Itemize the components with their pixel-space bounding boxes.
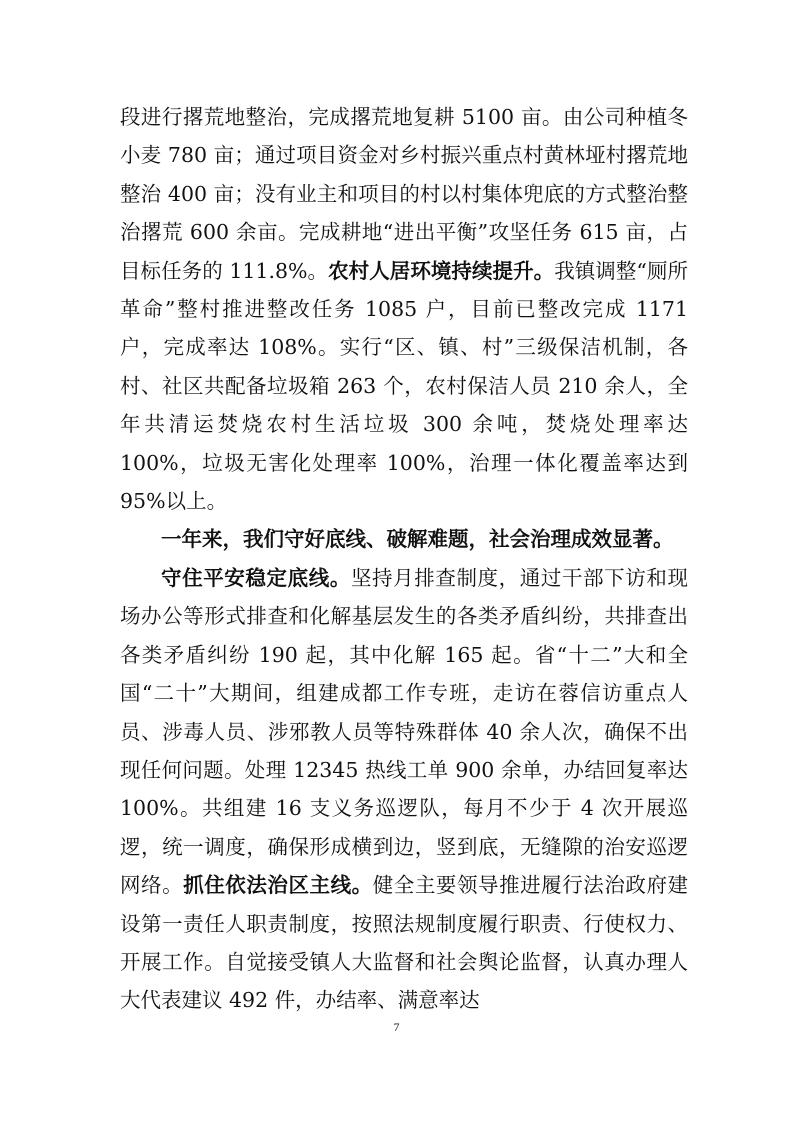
paragraph-social-governance-heading: 一年来，我们守好底线、破解难题，社会治理成效显著。 bbox=[161, 527, 674, 552]
page-number: 7 bbox=[393, 1020, 400, 1034]
paragraph-text: 健全主要领导推进履行法治政府建设第一责任人职责制度，按照法规制度履行职责、行使权力、开展工作。自觉接受镇人大监督和社会舆论监督，认真办理人大代表建议 492 件，办结率、满意率达 bbox=[120, 873, 689, 1013]
section-heading-rule-of-law: 抓住依法治区主线。 bbox=[183, 873, 373, 898]
paragraph-text: 我镇调整“厕所革命”整村推进整改任务 1085 户，目前已整改完成 1171 户，完成率达 108%。实行“区、镇、村”三级保洁机制，各村、社区共配备垃圾箱 263 个，农村保洁人员 210 余人，全年共清运焚烧农村生活垃圾 300 余吨，焚烧处理率达 100%，垃圾无害化处理率 100%，治理一体化覆盖率达到 95%以上。 bbox=[120, 258, 689, 514]
paragraph-safety-stability bbox=[120, 559, 688, 1020]
document-body bbox=[120, 98, 688, 1020]
paragraph-text: 段进行撂荒地整治，完成撂荒地复耕 5100 亩。由公司种植冬小麦 780 亩；通过项目资金对乡村振兴重点村黄林垭村撂荒地整治 400 亩；没有业主和项目的村以村集体兜底的方式整治整治撂荒 600 余亩。完成耕地“进出平衡”攻坚任务 615 亩，占目标任务的 111.8%。 bbox=[120, 105, 688, 283]
section-heading-safety: 守住平安稳定底线。 bbox=[161, 565, 351, 590]
paragraph-farmland bbox=[120, 98, 688, 520]
paragraph-text: 坚持月排查制度，通过干部下访和现场办公等形式排查和化解基层发生的各类矛盾纠纷，共排查出各类矛盾纠纷 190 起，其中化解 165 起。省“十二”大和全国“二十”大期间，组建成都工作专班，走访在蓉信访重点人员、涉毒人员、涉邪教人员等特殊群体 40 余人次，确保不出现任何问题。处理 12345 热线工单 900 余单，办结回复率达 100%。共组建 16 支义务巡逻队，每月不少于 4 次开展巡逻，统一调度，确保形成横到边，竖到底，无缝隙的治安巡逻网络。 bbox=[120, 565, 688, 898]
section-heading-rural-environment: 农村人居环境持续提升。 bbox=[328, 258, 555, 283]
